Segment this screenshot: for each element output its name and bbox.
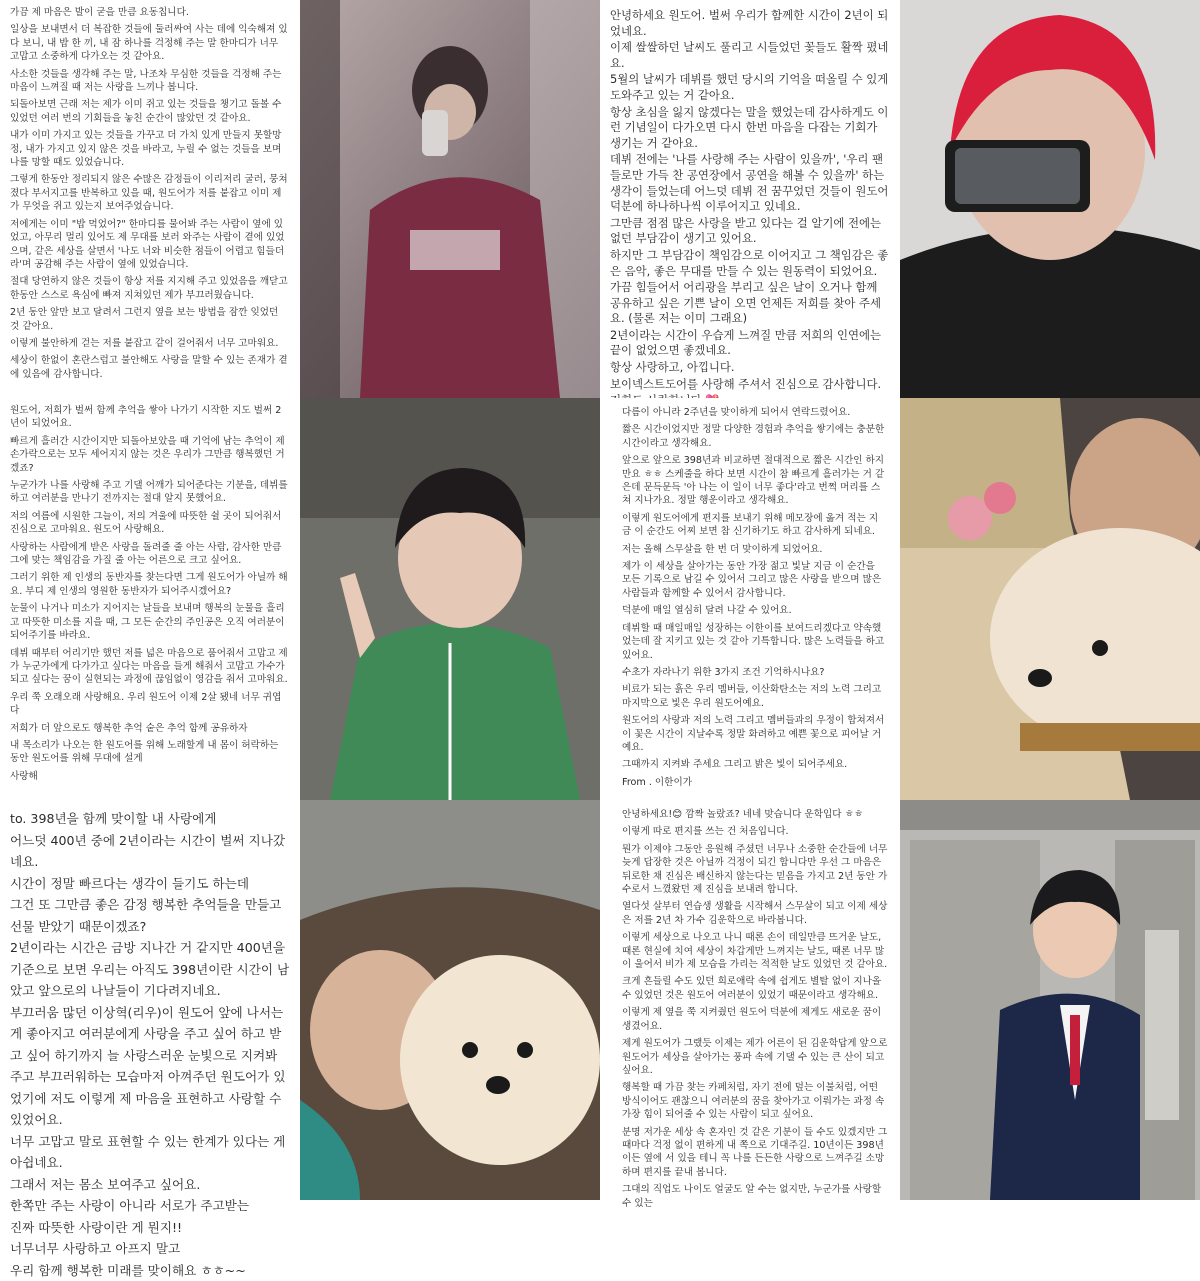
letter-text	[10, 808, 290, 1281]
letter-line: 열다섯 살부터 연습생 생활을 시작해서 스무살이 되고 이제 세상은 저를 2년 차 가수 김운학으로 바라봅니다.	[622, 900, 888, 927]
letter-text	[622, 808, 888, 1210]
photo-image	[300, 0, 600, 398]
letter-line: 일상을 보내면서 더 복잡한 것들에 둘러싸여 사는 데에 익숙해져 있다 보니, 내 밥 한 끼, 내 잠 하나를 걱정해 주는 말 한마디가 너무 고맙고 소중하게 다가오는 것 같아요.	[10, 23, 290, 63]
letter-text	[10, 6, 290, 381]
letter-bottom-middle	[600, 800, 900, 1200]
letter-line: 그만큼 점점 많은 사랑을 받고 있다는 걸 알기에 전에는 없던 부담감이 생기고 있어요.	[610, 216, 890, 247]
letter-line: 안녕하세요!😊 깜짝 놀랐죠? 네네 맞습니다 운학입다 ㅎㅎ	[622, 808, 888, 821]
letter-line: 보이넥스트도어를 사랑해 주셔서 진심으로 감사합니다.	[610, 377, 890, 393]
letter-line: 안녕하세요 원도어. 벌써 우리가 함께한 시간이 2년이 되었네요.	[610, 8, 890, 39]
letter-line: 가끔 힘들어서 어리광을 부리고 싶은 날이 오거나 함께 공유하고 싶은 기쁜 날이 오면 언제든 저희를 찾아 주세요. (물론 저는 이미 그래요)	[610, 280, 890, 327]
letter-line: 그대의 직업도 나이도 얼굴도 알 수는 없지만, 누군가를 사랑할 수 있는	[622, 1183, 888, 1210]
photo-green-jacket-selfie	[300, 398, 600, 800]
letter-line: 어느덧 400년 중에 2년이라는 시간이 벌써 지나갔네요.	[10, 830, 290, 873]
photo-mirror-selfie-hoodie	[300, 0, 600, 398]
letter-line: 부끄러움 많던 이상혁(리우)이 원도어 앞에 나서는 게 좋아지고 여러분에게 사랑을 주고 싶어 하고 받고 싶어 하기까지 늘 사랑스러운 눈빛으로 지켜봐 주고 부끄러워하는 모습마저 아껴주던 원도어가 있었기에 저도 이렇게 제 마음을 표현하고 사랑할 수 있었어요.	[10, 1002, 290, 1131]
letter-line: 항상 초심을 잃지 않겠다는 말을 했었는데 감사하게도 이런 기념일이 다가오면 다시 한번 마음을 다잡는 기회가 생기는 거 같아요.	[610, 105, 890, 152]
letter-line: 사랑하는 사람에게 받은 사랑을 돌려줄 줄 아는 사람, 감사한 만큼 그에 맞는 책임감을 가질 줄 아는 어른으로 크고 싶어요.	[10, 541, 290, 568]
letter-line: 너무 고맙고 말로 표현할 수 있는 한계가 있다는 게 아쉽네요.	[10, 1131, 290, 1174]
letter-line: 제가 이 세상을 살아가는 동안 가장 젊고 빛날 지금 이 순간을 모든 기록으로 남길 수 있어서 그리고 많은 사랑을 받으며 많은 사람들과 함께할 수 있어서 감사합니다.	[622, 560, 886, 600]
photo-image	[900, 398, 1200, 800]
letter-line: 데뷔할 때 매일매일 성장하는 이한이를 보여드리겠다고 약속했었는데 잘 지키고 있는 것 같아 기특합니다. 많은 노력들을 하고 있어요.	[622, 622, 886, 662]
letter-line: 내가 이미 가지고 있는 것들을 가꾸고 더 가치 있게 만들지 못할망정, 내가 가지고 있지 않은 것을 바라고, 누릴 수 없는 것들을 보며 나를 망할 때도 있었습니다.	[10, 129, 290, 169]
letter-text	[622, 406, 886, 789]
letter-line: 5월의 날씨가 데뷔를 했던 당시의 기억을 떠올릴 수 있게 도와주고 있는 거 같아요.	[610, 72, 890, 103]
letter-line: 사소한 것들을 생각해 주는 말, 나조차 무심한 것들을 걱정해 주는 마음이 느껴질 때 저는 사랑을 느끼나 봅니다.	[10, 68, 290, 95]
letter-line: 원도어의 사랑과 저의 노력 그리고 멤버들과의 우정이 합쳐져서 이 꽃은 시간이 지날수록 정말 화려하고 예쁜 꽃으로 피어날 거예요.	[622, 714, 886, 754]
letter-line: 내 목소리가 나오는 한 원도어를 위해 노래할게 내 몸이 허락하는 동안 원도어를 위해 무대에 설게	[10, 739, 290, 766]
photo-red-hair-mirror	[900, 0, 1200, 398]
photo-image	[300, 398, 600, 800]
letter-line: 행복할 때 가끔 찾는 카페처럼, 자기 전에 덮는 이불처럼, 어떤 방식이어도 괜찮으니 여러분의 꿈을 찾아가고 이뤄가는 과정 속 가장 힘이 되어줄 수 있는 사람이 되고 싶어요.	[622, 1081, 888, 1121]
letter-line: 데뷔 때부터 어리기만 했던 저를 넓은 마음으로 품어줘서 고맙고 제가 누군가에게 다가가고 싶다는 마음을 들게 해줘서 고맙고 가수가 되고 싶다는 꿈이 실현되는 과정에 끊임없이 영감을 줘서 고마워요.	[10, 647, 290, 687]
letter-line: 2년이라는 시간이 우습게 느껴질 만큼 저희의 인연에는 끝이 없었으면 좋겠네요.	[610, 328, 890, 359]
letter-line: 이제 쌀쌀하던 날씨도 풀리고 시들었던 꽃들도 활짝 폈네요.	[610, 40, 890, 71]
letter-line: to. 398년을 함께 맞이할 내 사랑에게	[10, 808, 290, 830]
photo-elevator-school-uniform	[900, 800, 1200, 1200]
letter-line: 앞으로 앞으로 398년과 비교하면 절대적으로 짧은 시간인 하지만요 ㅎㅎ 스케줄을 하다 보면 시간이 참 빠르게 흘러가는 거 같은데 문득문득 '아 나는 이 일이 너무 좋다'라고 번쩍 머리를 스쳐 지나가요. 정말 행운이라고 생각해요.	[622, 454, 886, 508]
photo-image	[900, 0, 1200, 398]
photo-beanie-white-dog	[300, 800, 600, 1200]
letter-line: 크게 흔들릴 수도 있던 희로애락 속에 쉽게도 별탈 없이 지나올 수 있었던 것은 원도어 여러분이 있었기 때문이라고 생각해요.	[622, 975, 888, 1002]
letter-line: 하지만 그 부담감이 책임감으로 이어지고 그 책임감은 좋은 음악, 좋은 무대를 만들 수 있는 원동력이 되었어요.	[610, 248, 890, 279]
letter-line: 2년이라는 시간은 금방 지나간 거 같지만 400년을 기준으로 보면 우리는 아직도 398년이란 시간이 남았고 앞으로의 나날들이 기다려지네요.	[10, 937, 290, 1002]
photo-image	[900, 800, 1200, 1200]
letter-line: 수초가 자라나기 위한 3가지 조건 기억하시나요?	[622, 666, 886, 679]
letter-line: 이렇게 따로 편지를 쓰는 건 처음입니다.	[622, 825, 888, 838]
letter-line: 제게 원도어가 그랬듯 이제는 제가 어른이 된 김운학답게 앞으로 원도어가 세상을 살아가는 풍파 속에 기댈 수 있는 큰 산이 되고 싶어요.	[622, 1037, 888, 1077]
letter-line: 그건 또 그만큼 좋은 감정 행복한 추억들을 만들고 선물 받았기 때문이겠죠?	[10, 894, 290, 937]
letter-text	[10, 404, 290, 783]
letter-line: 그때까지 지켜봐 주세요 그리고 밝은 빛이 되어주세요.	[622, 758, 886, 771]
letter-line: From . 이한이가	[622, 776, 886, 789]
letter-line: 절대 당연하지 않은 것들이 항상 저를 지지해 주고 있었음을 깨닫고 한동안 스스로 욕심에 빠져 지쳐있던 제가 부끄러웠습니다.	[10, 275, 290, 302]
letter-line: 시간이 정말 빠르다는 생각이 들기도 하는데	[10, 873, 290, 895]
letter-line: 2년 동안 앞만 보고 달려서 그런지 옆을 보는 방법을 잠깐 잊었던 것 같아요.	[10, 306, 290, 333]
letter-middle-middle	[600, 398, 900, 800]
letter-line: 세상이 한없이 혼란스럽고 불안해도 사랑을 말할 수 있는 존재가 곁에 있음에 감사합니다.	[10, 354, 290, 381]
letter-line: 다름이 아니라 2주년을 맞이하게 되어서 연락드렸어요.	[622, 406, 886, 419]
letter-line: 되돌아보면 근래 저는 제가 이미 쥐고 있는 것들을 챙기고 돌볼 수 있었던 여러 번의 기회들을 놓친 순간이 많았던 것 같아요.	[10, 98, 290, 125]
letter-line: 비료가 되는 흙은 우리 멤버들, 이산화탄소는 저의 노력 그리고 마지막으로 빛은 우리 원도어예요.	[622, 683, 886, 710]
letter-line: 항상 사랑하고, 아낍니다.	[610, 360, 890, 376]
letter-line: 저희가 더 앞으로도 행복한 추억 숱은 추억 함께 공유하자	[10, 722, 290, 735]
letter-line: 덕분에 매일 열심히 달려 나갈 수 있어요.	[622, 604, 886, 617]
letter-line: 우리 쭉 오래오래 사랑해요. 우리 원도어 이제 2살 됐네 너무 귀엽다	[10, 691, 290, 718]
letter-line: 눈물이 나거나 미소가 지어지는 날들을 보내며 행복의 눈물을 흘리고 따뜻한 미소를 지을 때, 그 모든 순간의 주인공은 오직 여러분이 되어주기를 바라요.	[10, 602, 290, 642]
letter-line: 저는 올해 스무살을 한 번 더 맞이하게 되었어요.	[622, 543, 886, 556]
letter-line: 이렇게 불안하게 걷는 저를 붙잡고 같이 걸어줘서 너무 고마워요.	[10, 337, 290, 350]
letter-line: 한쪽만 주는 사랑이 아니라 서로가 주고받는	[10, 1195, 290, 1217]
letter-line: 이렇게 원도어에게 편지를 보내기 위해 메모장에 옮겨 적는 지금 이 순간도 어찌 보면 참 신기하기도 하고 감사하게 되네요.	[622, 512, 886, 539]
letter-line: 빠르게 흘러간 시간이지만 되돌아보았을 때 기억에 남는 추억이 제 손가락으로는 모두 세어지지 않는 것은 우리가 그만큼 행복했던 거 겠죠?	[10, 435, 290, 475]
letter-line: 이렇게 제 옆을 쭉 지켜줬던 원도어 덕분에 제게도 새로운 꿈이 생겼어요.	[622, 1006, 888, 1033]
letter-text	[610, 8, 890, 409]
letter-mid-left	[0, 398, 300, 800]
letter-top-middle	[600, 0, 900, 398]
letter-top-left	[0, 0, 300, 398]
letter-line: 그래서 저는 몸소 보여주고 싶어요.	[10, 1174, 290, 1196]
letter-line: 그렇게 한동안 정리되지 않은 수많은 감정들이 이리저리 굴러, 뭉쳐졌다 부서지고를 반복하고 있을 때, 원도어가 저를 붙잡고 이미 제가 무엇을 쥐고 있는지 보여주었습니다.	[10, 173, 290, 213]
letter-line: 저에게는 이미 "밥 먹었어?" 한마디를 물어봐 주는 사람이 옆에 있었고, 아무리 멀리 있어도 제 무대를 보러 와주는 사람이 곁에 있었으며, 같은 세상을 살면서 '나도 너와 비슷한 점들이 어렵고 힘들더라'며 공감해 주는 사람이 옆에 있었습니다.	[10, 218, 290, 272]
photo-image	[300, 800, 600, 1200]
photo-fluffy-dog-selfie	[900, 398, 1200, 800]
letter-line: 가끔 제 마음은 발이 굳을 만큼 요동칩니다.	[10, 6, 290, 19]
letter-line: 짧은 시간이었지만 정말 다양한 경험과 추억을 쌓기에는 충분한 시간이라고 생각해요.	[622, 423, 886, 450]
letter-line: 그러기 위한 제 인생의 동반자를 찾는다면 그게 원도어가 아닐까 해요. 부디 제 인생의 영원한 동반자가 되어주시겠어요?	[10, 571, 290, 598]
letter-line: 사랑해	[10, 770, 290, 783]
letter-line: 우리 함께 행복한 미래를 맞이해요 ㅎㅎ~~	[10, 1260, 290, 1281]
letter-line: 뭔가 이제야 그동안 응원해 주셨던 너무나 소중한 순간들에 너무 늦게 답장한 것은 아닐까 걱정이 되긴 합니다만 우선 그 마음은 뒤로한 채 진심은 배신하지 않는다는 믿음을 가지고 2년 동안 가수로서 느꼈왔던 제 진심을 보내려 합니다.	[622, 843, 888, 897]
letter-line: 분명 저가운 세상 속 혼자인 것 같은 기분이 들 수도 있겠지만 그때마다 걱정 없이 편하게 내 쪽으로 기대주길. 10년이든 398년이든 옆에 서 있을 테니 꼭 나를 든든한 사랑으로 느껴주길 소망하며 편지를 끝내 봅니다.	[622, 1126, 888, 1180]
letter-line: 이렇게 세상으로 나오고 나니 때론 손이 데일만큼 뜨거운 날도, 때론 현실에 치여 세상이 차갑게만 느껴지는 날도, 때론 너무 많이 울어서 비가 제 모습을 가리는 적적한 날도 있었던 것 같아요.	[622, 931, 888, 971]
letter-bottom-left	[0, 800, 300, 1200]
letter-line: 너무너무 사랑하고 아프지 말고	[10, 1238, 290, 1260]
letter-line: 원도어, 저희가 벌써 함께 추억을 쌓아 나가기 시작한 지도 벌써 2년이 되었어요.	[10, 404, 290, 431]
letter-line: 누군가가 나를 사랑해 주고 기댈 어깨가 되어준다는 기분을, 데뷔를 하고 여러분을 만나기 전까지는 절대 알지 못했어요.	[10, 479, 290, 506]
letter-line: 저의 여름에 시원한 그늘이, 저의 겨울에 따뜻한 쉴 곳이 되어줘서 진심으로 고마워요. 원도어 사랑해요.	[10, 510, 290, 537]
letter-line: 데뷔 전에는 '나를 사랑해 주는 사람이 있을까', '우리 팬들로만 가득 찬 공연장에서 공연을 해볼 수 있을까' 하는 생각이 들었는데 어느덧 데뷔 전 꿈꾸었던 것들이 원도어 덕분에 하나하나씩 이루어지고 있네요.	[610, 152, 890, 214]
letter-line: 진짜 따뜻한 사랑이란 게 뭔지!!	[10, 1217, 290, 1239]
